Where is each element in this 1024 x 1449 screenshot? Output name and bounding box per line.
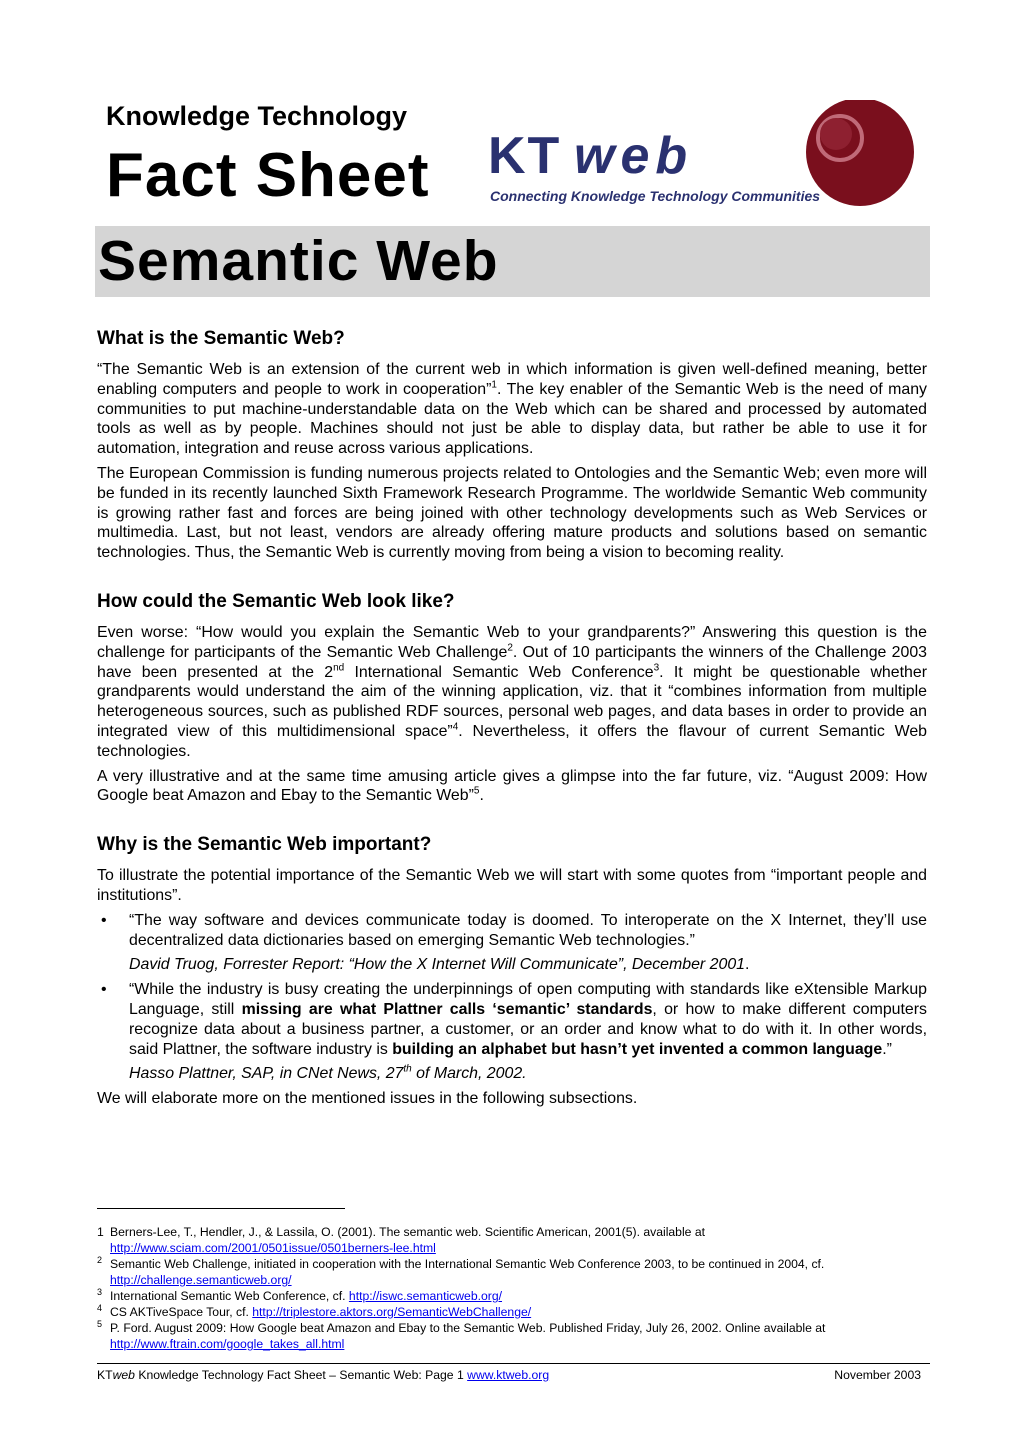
- footnote-number: 2: [97, 1255, 103, 1265]
- banner-title: Semantic Web: [98, 229, 499, 293]
- text: A very illustrative and at the same time amusing article gives a glimpse into the far future, viz. “August 2009: How Google beat Amazon and Ebay to the Semantic Web”: [97, 767, 927, 805]
- text: . It might be questionable whether grandparents would understand the aim of the winning application, viz. that it “combines information from multiple heterogeneous sources, such as published RDF sources, personal web pages, and data bases in order to provide an integrated view of this multidimensional space”: [97, 663, 927, 740]
- ktweb-logo: [488, 100, 928, 215]
- ordinal-suffix: nd: [333, 662, 345, 674]
- footnote-link[interactable]: http://triplestore.aktors.org/SemanticWebChallenge/: [252, 1305, 532, 1319]
- text: International Semantic Web Conference: [344, 663, 654, 681]
- paragraph-how-1: [97, 623, 927, 762]
- text: . The key enabler of the Semantic Web is the need of many communities to put machine-understandable data on the Web which can be shared and processed by automated tools as well as by people. Machines should not just be able to display data, but rather be able to use it for automation, integration and reuse across various applications.: [97, 380, 927, 458]
- footnotes: [97, 1224, 927, 1352]
- heading-what: What is the Semantic Web?: [97, 328, 345, 349]
- footnote-ref: 1: [491, 379, 497, 391]
- paragraph-why-outro: We will elaborate more on the mentioned issues in the following subsections.: [97, 1090, 638, 1108]
- footnote-text: International Semantic Web Conference, cf.: [110, 1289, 349, 1303]
- logo-web-text: web: [574, 127, 694, 185]
- emphasis: missing are what Plattner calls ‘semantic’ standards: [241, 1000, 653, 1018]
- footnote-ref: 3: [653, 662, 660, 674]
- section-how: [97, 589, 927, 806]
- footnote-number: 4: [97, 1303, 103, 1313]
- footer-label: Knowledge Technology Fact Sheet – Semantic Web: Page 1: [134, 1368, 468, 1382]
- emphasis: building an alphabet but hasn’t yet invented a common language: [392, 1040, 883, 1058]
- bullet-icon: •: [101, 911, 107, 929]
- footnote-2: [97, 1256, 927, 1288]
- footnote-number: 3: [97, 1287, 103, 1297]
- logo-circles-icon: [788, 100, 918, 212]
- main-content: [97, 326, 927, 1114]
- footnote-4: [97, 1304, 927, 1320]
- title-banner: [95, 226, 930, 297]
- header-subtitle: Knowledge Technology: [106, 101, 408, 131]
- page-title: Fact Sheet: [106, 141, 430, 210]
- footnote-link[interactable]: http://www.ftrain.com/google_takes_all.html: [110, 1337, 345, 1351]
- text: of March, 2002.: [411, 1065, 527, 1083]
- footnote-text: CS AKTiveSpace Tour, cf.: [110, 1305, 253, 1319]
- footnote-1: [97, 1224, 927, 1256]
- text: .”: [882, 1040, 892, 1058]
- footnote-number: 1: [97, 1225, 104, 1239]
- text: , or how to make different computers recognize data about a business partner, a customer, or an order and know what to do with it. In other words, said Plattner, the software industry is: [129, 1000, 927, 1058]
- quote-citation: [129, 1064, 927, 1084]
- quote-citation: [129, 955, 927, 975]
- text: David Truog, Forrester Report: “How the X Internet Will Communicate”, December 2001: [129, 956, 745, 974]
- quote-list: [97, 911, 927, 1084]
- text: .: [479, 787, 484, 805]
- footer-kt: KT: [97, 1368, 113, 1382]
- heading-how: How could the Semantic Web look like?: [97, 590, 455, 612]
- text: “While the industry is busy creating the underpinnings of open computing with standards like eXtensible Markup Language, still: [129, 981, 927, 1018]
- footer-web: web: [112, 1368, 135, 1382]
- text: . Nevertheless, it offers the flavour of current Semantic Web technologies.: [97, 722, 927, 760]
- footnote-link[interactable]: http://www.sciam.com/2001/0501issue/0501berners-lee.html: [110, 1241, 436, 1255]
- logo-small-circle: [820, 118, 852, 150]
- paragraph-how-2: [97, 767, 927, 807]
- quote-item: [97, 911, 927, 975]
- paragraph-why-intro: To illustrate the potential importance of the Semantic Web we will start with some quotes from “important people and institutions”.: [97, 867, 927, 904]
- footnote-link[interactable]: http://iswc.semanticweb.org/: [348, 1289, 503, 1303]
- section-why: [97, 832, 927, 1109]
- footnote-5: [97, 1320, 927, 1352]
- footnote-text: Semantic Web Challenge, initiated in cooperation with the International Semantic Web Conference 2003, to be continued in 2004, cf.: [110, 1257, 825, 1271]
- text: . Out of 10 participants the winners of the Challenge 2003 have been presented at the 2: [97, 643, 927, 681]
- footnote-text: P. Ford. August 2009: How Google beat Amazon and Ebay to the Semantic Web. Published Friday, July 26, 2002. Online available at: [110, 1321, 826, 1335]
- footnote-divider: [97, 1208, 345, 1209]
- text: Even worse: “How would you explain the Semantic Web to your grandparents?” Answering this question is the challenge for participants of the Semantic Web Challenge: [97, 623, 927, 661]
- quote-item: [97, 980, 927, 1084]
- footer-divider: [97, 1363, 930, 1364]
- footer-date: November 2003: [834, 1368, 921, 1382]
- footnote-ref: 4: [452, 721, 459, 733]
- quote-text: “The way software and devices communicate today is doomed. To interoperate on the X Internet, they’ll use decentralized data dictionaries based on emerging Semantic Web technologies.”: [129, 911, 927, 949]
- footnote-number: 5: [97, 1319, 103, 1329]
- ordinal-suffix: th: [403, 1064, 412, 1076]
- quote-text: [129, 981, 927, 1057]
- footnote-ref: 5: [473, 786, 480, 798]
- text: .: [745, 956, 750, 974]
- text: “The Semantic Web is an extension of the current web in which information is given well-defined meaning, better enabling computers and people to work in cooperation”: [97, 361, 927, 398]
- paragraph-what-1: [97, 360, 927, 459]
- text: Hasso Plattner, SAP, in CNet News, 27: [129, 1065, 404, 1083]
- footnote-ref: 2: [507, 642, 513, 654]
- logo-kt-text: KT: [488, 127, 562, 185]
- logo-tagline: Connecting Knowledge Technology Communities: [490, 188, 821, 204]
- footer-text: [97, 1368, 549, 1382]
- footnote-3: [97, 1288, 927, 1304]
- heading-why: Why is the Semantic Web important?: [97, 834, 432, 856]
- section-what: [97, 326, 927, 563]
- footnote-link[interactable]: http://challenge.semanticweb.org/: [110, 1273, 292, 1287]
- footer-link[interactable]: www.ktweb.org: [467, 1368, 550, 1382]
- footnote-text: Berners-Lee, T., Hendler, J., & Lassila, O. (2001). The semantic web. Scientific American, 2001(5). available at: [110, 1225, 705, 1239]
- paragraph-what-2: The European Commission is funding numerous projects related to Ontologies and the Semantic Web; even more will be funded in its recently launched Sixth Framework Research Programme. The worldwide Semantic Web community is growing rather fast and forces are being joined with other technology developments such as Web Services or multimedia. Last, but not least, vendors are already offering mature products and solutions based on semantic technologies. Thus, the Semantic Web is currently moving from being a vision to becoming reality.: [97, 464, 927, 562]
- bullet-icon: •: [101, 981, 107, 999]
